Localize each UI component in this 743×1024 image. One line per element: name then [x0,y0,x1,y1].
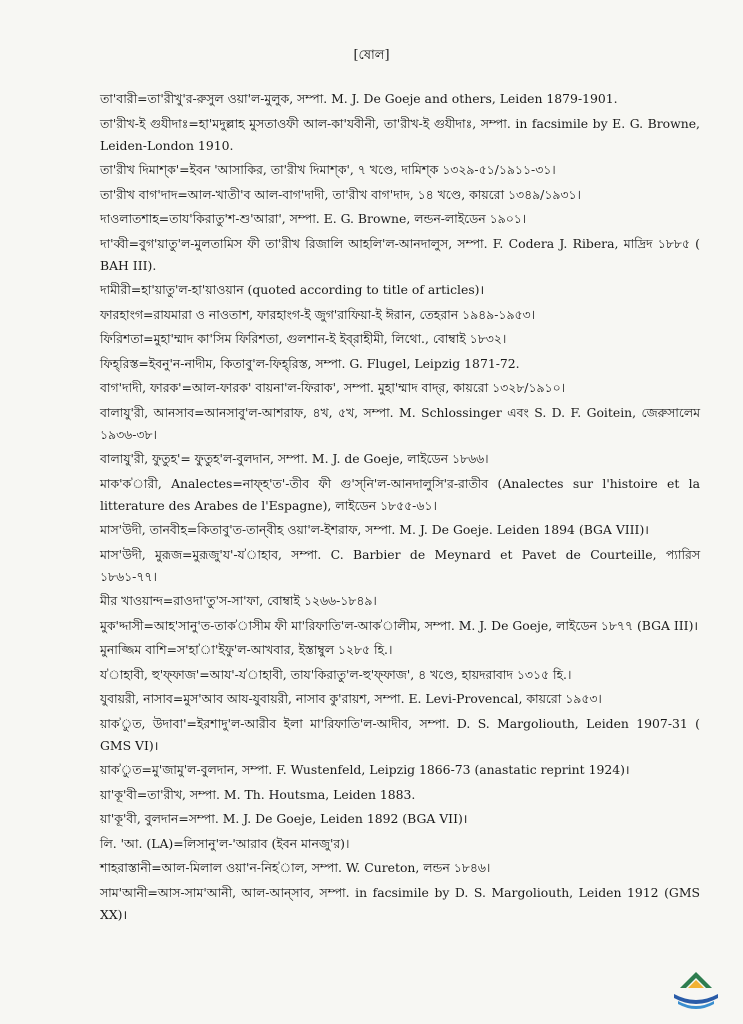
bibliography-entry: তা'বারী=তা'রীখু'র-রুসুল ওয়া'ল-মুলুক, সম্পা. M. J. De Goeje and others, Leiden 1879-1901. [100,91,618,106]
bibliography-entry: শাহরাস্তানী=আল-মিলাল ওয়া'ন-নিহ'াল, সম্পা. W. Cureton, লন্ডন ১৮৪৬। [100,860,491,875]
publisher-logo-icon [668,968,724,1012]
bibliography-entry: দাওলাতশাহ=তায'কিরাতু'শ-শু'আরা', সম্পা. E. G. Browne, লন্ডন-লাইডেন ১৯০১। [100,211,527,226]
bibliography-entry: দা'ব্বী=বুগ'য়াতু'ল-মুলতামিস ফী তা'রীখ রিজালি আহলি'ল-আনদালুস, সম্পা. F. Codera J. Ribera, মাদ্রিদ ১৮৮৫ ( BAH III). [100,235,700,273]
bibliography-entry: তা'রীখ-ই গুযীদাঃ=হা'মদুল্লাহ মুসতাওফী আল-কা'যবীনী, তা'রীখ-ই গুযীদাঃ, সম্পা. in facsimile by E. G. Browne, Leiden-London 1910. [100,115,700,153]
bibliography-entry: য'াহাবী, হু'ফ্‌ফাজ'=আয'-য'াহাবী, তায'কিরাতু'ল-হু'ফ্‌ফাজ', ৪ খণ্ডে, হায়দরাবাদ ১৩১৫ হি.। [100,666,572,682]
bibliography-entry: ফিরিশতা=মুহা'ম্মাদ কা'সিম ফিরিশতা, গুলশান-ই ইব্‌রাহীমী, লিথো., বোম্বাই ১৮৩২। [100,331,507,346]
bibliography-list [100,88,700,928]
bibliography-entry: বালাযু'রী, ফুতুহ'= ফুতুহ'ল-বুলদান, সম্পা. M. J. de Goeje, লাইডেন ১৮৬৬। [100,451,489,466]
bibliography-entry: মাস'উদী, তানবীহ=কিতাবু'ত-তান্‌বীহ ওয়া'ল-ইশরাফ, সম্পা. M. J. De Goeje. Leiden 1894 (BGA VIII)। [100,522,649,537]
bibliography-entry: ফারহাংগ=রাযমারা ও নাওতাশ, ফারহাংগ-ই জুগ'রাফিয়া-ই ঈরান, তেহরান ১৯৪৯-১৯৫৩। [100,306,536,322]
bibliography-entry: ফিহ্‌রিস্ত=ইবনু'ন-নাদীম, কিতাবু'ল-ফিহ্‌রিস্ত, সম্পা. G. Flugel, Leipzig 1871-72. [100,355,520,371]
bibliography-entry: মুনাজ্জিম বাশি=স'হা'া'ইফু'ল-আখবার, ইস্তাম্বুল ১২৮৫ হি.। [100,642,393,657]
bibliography-entry: তা'রীখ দিমাশ্‌ক'=ইবন 'আসাকির, তা'রীখ দিমাশ্‌ক', ৭ খণ্ডে, দামিশ্‌ক ১৩২৯-৫১/১৯১১-৩১। [100,162,556,177]
bibliography-entry: য়া'কূ'বী=তা'রীখ, সম্পা. M. Th. Houtsma, Leiden 1883. [100,786,416,802]
bibliography-entry: মীর খাওয়ান্দ=রাওদা'তু'স-সা'ফা, বোম্বাই ১২৬৬-১৮৪৯। [100,593,377,608]
bibliography-entry: লি. 'আ. (LA)=লিসানু'ল-'আরাব (ইবন মানজু'র)। [100,835,350,851]
bibliography-entry: মাক'ক'ারী, Analectes=নাফ্‌হ'ত'-তীব ফী গু'স্‌নি'ল-আনদালুসি'র-রাতীব (Analectes sur l'histoire et la litterature des Arabes de l'Espagne), লাইডেন ১৮৫৫-৬১। [100,475,700,513]
bibliography-entry: তা'রীখ বাগ'দাদ=আল-খাতী'ব আল-বাগ'দাদী, তা'রীখ বাগ'দাদ, ১৪ খণ্ডে, কায়রো ১৩৪৯/১৯৩১। [100,186,581,202]
bibliography-entry: বালাযু'রী, আনসাব=আনসাবু'ল-আশরাফ, ৪খ, ৫খ, সম্পা. M. Schlossinger এবং S. D. F. Goitein, জেরুসালেম ১৯৩৬-৩৮। [100,404,700,442]
bibliography-entry: য়াক'ুত, উদাবা'=ইরশাদু'ল-আরীব ইলা মা'রিফাতি'ল-আদীব, সম্পা. D. S. Margoliouth, Leiden 1907-31 ( GMS VI)। [100,715,700,753]
bibliography-entry: মাস'উদী, মুরূজ=মুরূজু'য'-য'াহাব, সম্পা. C. Barbier de Meynard et Pavet de Courteille, প্যারিস ১৮৬১-৭৭। [100,546,700,584]
page-header: [ষোল] [353,48,390,63]
bibliography-entry: সাম'আনী=আস-সাম'আনী, আল-আন্‌সাব, সম্পা. in facsimile by D. S. Margoliouth, Leiden 1912 (GMS XX)। [100,884,700,922]
bibliography-entry: দামীরী=হা'য়াতু'ল-হা'য়াওয়ান (quoted according to title of articles)। [100,282,485,297]
bibliography-entry: য়াক'ুত=মু'জামু'ল-বুলদান, সম্পা. F. Wustenfeld, Leipzig 1866-73 (anastatic reprint 1924)। [100,762,630,777]
bibliography-entry: মুক'দ্দাসী=আহ'সানু'ত-তাক'াসীম ফী মা'রিফাতি'ল-আক'ালীম, সম্পা. M. J. De Goeje, লাইডেন ১৮৭৭ (BGA III)। [100,617,699,633]
bibliography-entry: যুবায়রী, নাসাব=মুস'আব আয-যুবায়রী, নাসাব কু'রায়শ, সম্পা. E. Levi-Provencal, কায়রো ১৯৫৩। [100,691,602,706]
bibliography-entry: য়া'কূ'বী, বুলদান=সম্পা. M. J. De Goeje, Leiden 1892 (BGA VII)। [100,811,468,826]
bibliography-entry: বাগ'দাদী, ফারক'=আল-ফারক' বায়না'ল-ফিরাক', সম্পা. মুহা'ম্মাদ বাদ্‌র, কায়রো ১৩২৮/১৯১০। [100,380,566,395]
